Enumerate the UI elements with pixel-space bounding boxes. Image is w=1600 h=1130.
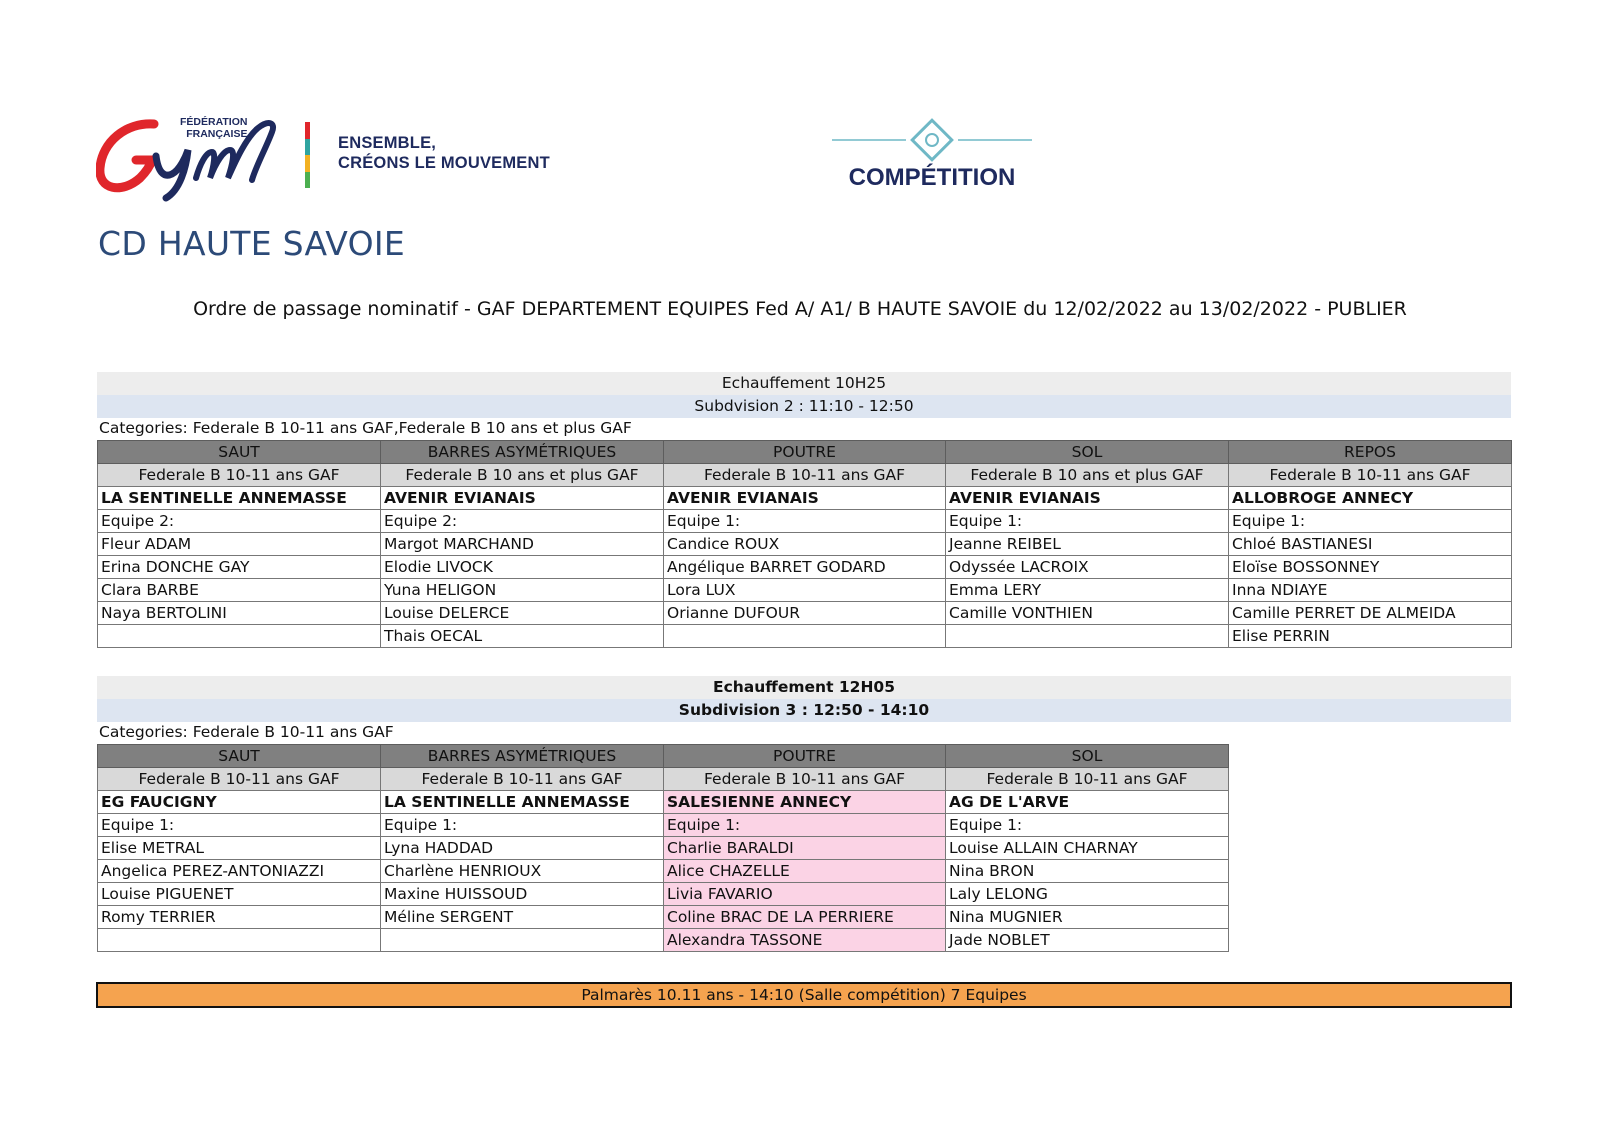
gymnast-cell: Elodie LIVOCK	[381, 556, 664, 579]
club-cell: EG FAUCIGNY	[98, 791, 381, 814]
gymnast-cell: Nina MUGNIER	[946, 906, 1229, 929]
gymnast-cell	[664, 625, 946, 648]
gymnast-cell	[381, 929, 664, 952]
gymnast-cell: Louise PIGUENET	[98, 883, 381, 906]
team-row	[98, 510, 1512, 533]
gymnast-cell	[946, 625, 1229, 648]
team-cell: Equipe 1:	[946, 814, 1229, 837]
club-cell: AVENIR EVIANAIS	[664, 487, 946, 510]
gymnast-cell: Camille VONTHIEN	[946, 602, 1229, 625]
gymnast-row	[98, 602, 1512, 625]
federation-name	[180, 116, 247, 140]
federation-line-2: FRANÇAISE	[186, 128, 248, 140]
gymnast-cell: Maxine HUISSOUD	[381, 883, 664, 906]
gymnast-cell: Yuna HELIGON	[381, 579, 664, 602]
gymnast-cell: Camille PERRET DE ALMEIDA	[1229, 602, 1512, 625]
club-cell: ALLOBROGE ANNECY	[1229, 487, 1512, 510]
gymnast-cell: Jeanne REIBEL	[946, 533, 1229, 556]
club-cell: AVENIR EVIANAIS	[946, 487, 1229, 510]
gymnast-cell: Angélique BARRET GODARD	[664, 556, 946, 579]
club-cell: LA SENTINELLE ANNEMASSE	[98, 487, 381, 510]
team-cell: Equipe 1:	[98, 814, 381, 837]
category-cell: Federale B 10-11 ans GAF	[1229, 464, 1512, 487]
categories-line: Categories: Federale B 10-11 ans GAF	[99, 723, 394, 741]
gymnast-cell	[98, 929, 381, 952]
gymnast-cell: Nina BRON	[946, 860, 1229, 883]
gymnast-cell	[98, 625, 381, 648]
gymnast-cell-highlighted: Charlie BARALDI	[664, 837, 946, 860]
category-cell: Federale B 10 ans et plus GAF	[381, 464, 664, 487]
gymnast-row	[98, 929, 1229, 952]
team-cell: Equipe 2:	[381, 510, 664, 533]
category-cell: Federale B 10-11 ans GAF	[664, 768, 946, 791]
gymnast-cell: Louise DELERCE	[381, 602, 664, 625]
competition-logo	[832, 118, 1032, 198]
subdivision-band: Subdvision 2 : 11:10 - 12:50	[97, 395, 1511, 418]
gymnast-cell-highlighted: Alice CHAZELLE	[664, 860, 946, 883]
logo-color-bar	[305, 122, 310, 188]
slogan	[338, 133, 550, 173]
gymnast-cell: Méline SERGENT	[381, 906, 664, 929]
apparatus-header: POUTRE	[664, 745, 946, 768]
gymnast-row	[98, 837, 1229, 860]
gymnast-cell: Romy TERRIER	[98, 906, 381, 929]
warmup-band: Echauffement 10H25	[97, 372, 1511, 395]
apparatus-header: SOL	[946, 441, 1229, 464]
club-cell-highlighted: SALESIENNE ANNECY	[664, 791, 946, 814]
team-cell: Equipe 1:	[664, 510, 946, 533]
apparatus-header: BARRES ASYMÉTRIQUES	[381, 745, 664, 768]
gymnast-cell: Eloïse BOSSONNEY	[1229, 556, 1512, 579]
gymnast-cell: Odyssée LACROIX	[946, 556, 1229, 579]
competition-label: COMPÉTITION	[848, 164, 1016, 191]
committee-title: CD HAUTE SAVOIE	[98, 224, 406, 263]
palmares-banner: Palmarès 10.11 ans - 14:10 (Salle compétition) 7 Equipes	[96, 982, 1512, 1008]
subdivision-band: Subdivision 3 : 12:50 - 14:10	[97, 699, 1511, 722]
gymnast-cell: Louise ALLAIN CHARNAY	[946, 837, 1229, 860]
gymnast-cell: Thais OECAL	[381, 625, 664, 648]
gymnast-cell: Erina DONCHE GAY	[98, 556, 381, 579]
gymnast-cell: Margot MARCHAND	[381, 533, 664, 556]
apparatus-header: SAUT	[98, 441, 381, 464]
slogan-line-1: ENSEMBLE,	[338, 134, 437, 152]
category-cell: Federale B 10-11 ans GAF	[98, 768, 381, 791]
gymnast-cell: Inna NDIAYE	[1229, 579, 1512, 602]
gymnast-cell-highlighted: Coline BRAC DE LA PERRIERE	[664, 906, 946, 929]
club-cell: AG DE L'ARVE	[946, 791, 1229, 814]
category-row	[98, 464, 1512, 487]
gymnast-cell: Candice ROUX	[664, 533, 946, 556]
team-row	[98, 814, 1229, 837]
category-cell: Federale B 10-11 ans GAF	[946, 768, 1229, 791]
gymnast-cell: Emma LERY	[946, 579, 1229, 602]
apparatus-header: POUTRE	[664, 441, 946, 464]
gymnast-cell: Laly LELONG	[946, 883, 1229, 906]
apparatus-header: SAUT	[98, 745, 381, 768]
gymnast-cell: Lyna HADDAD	[381, 837, 664, 860]
gymnast-row	[98, 906, 1229, 929]
apparatus-header-row	[98, 745, 1229, 768]
apparatus-header: BARRES ASYMÉTRIQUES	[381, 441, 664, 464]
gymnast-row	[98, 625, 1512, 648]
category-cell: Federale B 10-11 ans GAF	[381, 768, 664, 791]
federation-line-1: FÉDÉRATION	[180, 116, 248, 128]
category-cell: Federale B 10-11 ans GAF	[664, 464, 946, 487]
gymnast-row	[98, 860, 1229, 883]
slogan-line-2: CRÉONS LE MOUVEMENT	[338, 154, 550, 172]
gymnast-cell: Elise PERRIN	[1229, 625, 1512, 648]
rotation-table-subdivision-3	[97, 744, 1229, 952]
gymnast-cell: Elise METRAL	[98, 837, 381, 860]
team-cell: Equipe 2:	[98, 510, 381, 533]
club-row	[98, 791, 1229, 814]
apparatus-header-row	[98, 441, 1512, 464]
club-row	[98, 487, 1512, 510]
team-cell: Equipe 1:	[946, 510, 1229, 533]
apparatus-header: SOL	[946, 745, 1229, 768]
gymnast-row	[98, 579, 1512, 602]
categories-line: Categories: Federale B 10-11 ans GAF,Federale B 10 ans et plus GAF	[99, 419, 632, 437]
gymnast-cell-highlighted: Livia FAVARIO	[664, 883, 946, 906]
gymnast-row	[98, 883, 1229, 906]
team-cell: Equipe 1:	[381, 814, 664, 837]
team-cell-highlighted: Equipe 1:	[664, 814, 946, 837]
gymnast-row	[98, 533, 1512, 556]
document-title: Ordre de passage nominatif - GAF DEPARTEMENT EQUIPES Fed A/ A1/ B HAUTE SAVOIE du 12/02/2022 au 13/02/2022 - PUBLIER	[193, 298, 1407, 320]
federation-gym-logo	[96, 116, 316, 202]
gymnast-cell: Fleur ADAM	[98, 533, 381, 556]
category-cell: Federale B 10-11 ans GAF	[98, 464, 381, 487]
gymnast-cell: Orianne DUFOUR	[664, 602, 946, 625]
warmup-band: Echauffement 12H05	[97, 676, 1511, 699]
club-cell: AVENIR EVIANAIS	[381, 487, 664, 510]
apparatus-header: REPOS	[1229, 441, 1512, 464]
competition-diamond-icon	[832, 118, 1032, 164]
club-cell: LA SENTINELLE ANNEMASSE	[381, 791, 664, 814]
gymnast-cell: Charlène HENRIOUX	[381, 860, 664, 883]
category-cell: Federale B 10 ans et plus GAF	[946, 464, 1229, 487]
gymnast-row	[98, 556, 1512, 579]
gymnast-cell: Naya BERTOLINI	[98, 602, 381, 625]
rotation-table-subdivision-2	[97, 440, 1512, 648]
gymnast-cell-highlighted: Alexandra TASSONE	[664, 929, 946, 952]
gymnast-cell: Chloé BASTIANESI	[1229, 533, 1512, 556]
category-row	[98, 768, 1229, 791]
gymnast-cell: Clara BARBE	[98, 579, 381, 602]
team-cell: Equipe 1:	[1229, 510, 1512, 533]
gymnast-cell: Lora LUX	[664, 579, 946, 602]
gymnast-cell: Jade NOBLET	[946, 929, 1229, 952]
gymnast-cell: Angelica PEREZ-ANTONIAZZI	[98, 860, 381, 883]
